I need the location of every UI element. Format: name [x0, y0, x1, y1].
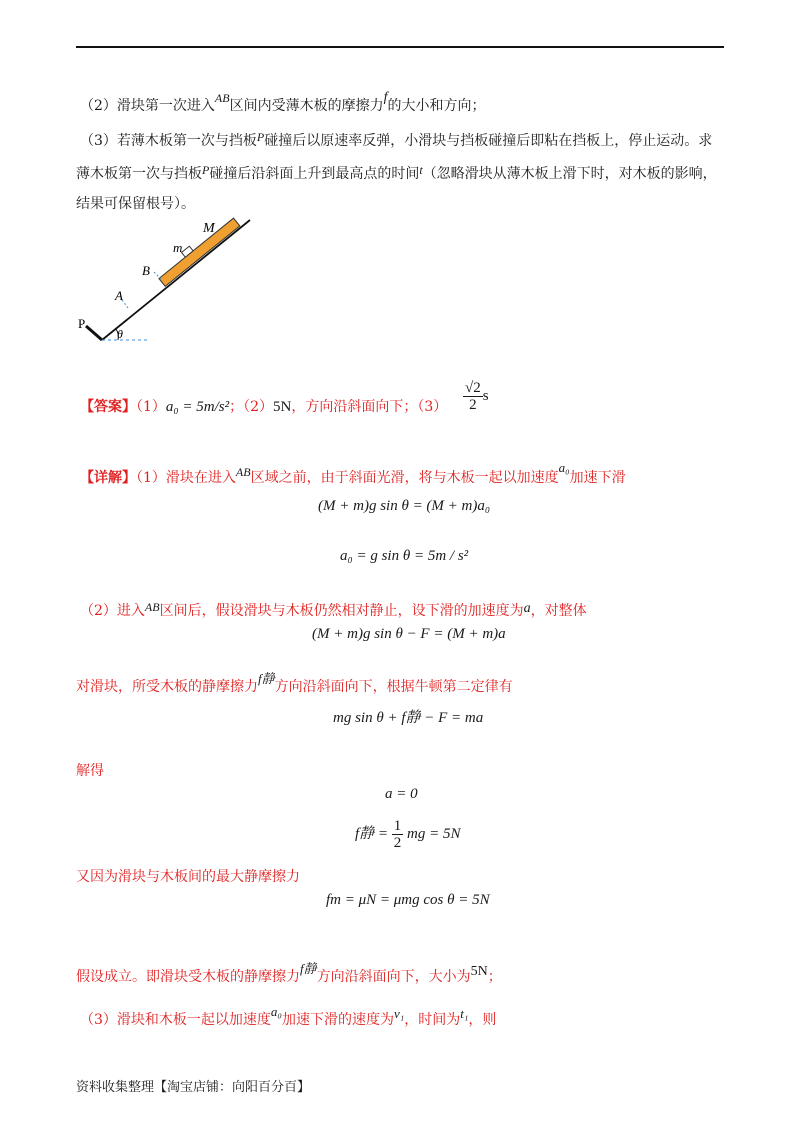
detail-max-friction: 又因为滑块与木板间的最大静摩擦力	[76, 869, 300, 885]
equation-f: f静 = $\frac{1}{2}$ mg = 5N	[355, 818, 461, 851]
equation-g: fm = μN = μmg cos θ = 5N	[326, 892, 490, 908]
detail-conclusion: 假设成立。即滑块受木板的静摩擦力f静方向沿斜面向下，大小为5N；	[76, 961, 502, 985]
answer-line: 【答案】（1）a₀ = 5m/s²；（2）5N，方向沿斜面向下；（3）	[80, 399, 448, 415]
detail-2b: 对滑块，所受木板的静摩擦力f静方向沿斜面向下，根据牛顿第二定律有	[76, 671, 513, 695]
label-B: B	[142, 263, 150, 278]
header-rule	[76, 46, 724, 48]
label-P: P	[78, 316, 86, 331]
label-theta: θ	[117, 327, 123, 341]
incline-figure	[70, 212, 270, 352]
question-3-line1: （3）若薄木板第一次与挡板P碰撞后以原速率反弹，小滑块与挡板碰撞后即粘在挡板上，停止运动。求	[80, 130, 713, 149]
question-3-line2: 薄木板第一次与挡板P碰撞后沿斜面上升到最高点的时间t（忽略滑块从薄木板上滑下时，对木板的影响，	[76, 163, 717, 182]
equation-d: mg sin θ + f静 − F = ma	[333, 710, 484, 726]
equation-e: a = 0	[385, 786, 418, 802]
equation-a: (M + m)g sin θ = (M + m)a₀	[318, 498, 491, 514]
detail-3: （3）滑块和木板一起以加速度a₀加速下滑的速度为v₁，时间为t₁，则	[80, 1004, 497, 1028]
detail-1: 【详解】（1）滑块在进入AB区域之前，由于斜面光滑，将与木板一起以加速度a₀加速下滑	[80, 460, 626, 486]
label-A: A	[115, 288, 123, 303]
solve-label: 解得	[76, 763, 104, 779]
label-m: m	[173, 240, 183, 255]
equation-c: (M + m)g sin θ − F = (M + m)a	[312, 626, 506, 642]
question-3-line3: 结果可保留根号）。	[76, 196, 195, 212]
answer-fraction: $\frac{√2}{2}$ s	[465, 380, 489, 413]
equation-b: a₀ = g sin θ = 5m / s²	[340, 548, 469, 564]
detail-2: （2）进入AB区间后，假设滑块与木板仍然相对静止，设下滑的加速度为a，对整体	[80, 600, 587, 619]
label-M: M	[203, 221, 215, 236]
question-2: （2）滑块第一次进入AB区间内受薄木板的摩擦力f的大小和方向；	[80, 90, 486, 114]
page-footer: 资料收集整理【淘宝店铺：向阳百分百】	[76, 1080, 311, 1095]
